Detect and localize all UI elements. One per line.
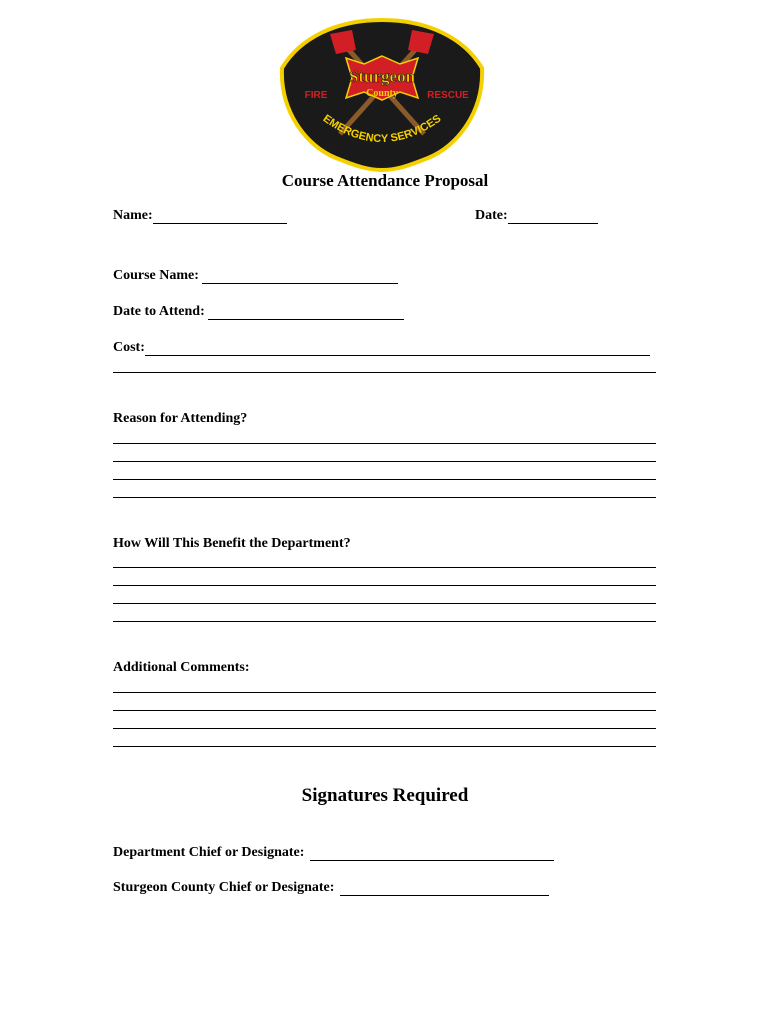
benefit-heading: How Will This Benefit the Department? xyxy=(113,536,351,551)
logo-sub-text: County xyxy=(366,88,398,99)
benefit-line-2[interactable] xyxy=(113,585,656,586)
logo-top-text: Sturgeon xyxy=(348,67,416,86)
reason-line-2[interactable] xyxy=(113,461,656,462)
county-chief-signature-label: Sturgeon County Chief or Designate: xyxy=(113,880,335,895)
name-field-row xyxy=(113,208,287,224)
signatures-heading: Signatures Required xyxy=(301,785,469,806)
date-input-line[interactable] xyxy=(508,210,598,224)
course-name-field-row xyxy=(113,268,398,284)
benefit-line-4[interactable] xyxy=(113,621,656,622)
logo-left-text: FIRE xyxy=(304,90,328,101)
cost-input-line[interactable] xyxy=(145,342,650,356)
name-label: Name: xyxy=(113,208,153,223)
comments-heading: Additional Comments: xyxy=(113,660,250,675)
course-name-input-line[interactable] xyxy=(202,270,398,284)
date-to-attend-label: Date to Attend: xyxy=(113,304,205,319)
comments-line-2[interactable] xyxy=(113,710,656,711)
cost-field-row xyxy=(113,340,650,356)
date-to-attend-field-row xyxy=(113,304,404,320)
chief-signature-line[interactable] xyxy=(310,847,554,861)
date-field-row xyxy=(475,208,598,224)
sturgeon-county-emergency-services-logo xyxy=(278,16,486,172)
cost-extra-line[interactable] xyxy=(113,372,656,373)
county-chief-signature-line[interactable] xyxy=(340,882,549,896)
county-chief-signature-row xyxy=(113,880,549,896)
course-name-label: Course Name: xyxy=(113,268,199,283)
date-to-attend-input-line[interactable] xyxy=(208,306,404,320)
reason-line-3[interactable] xyxy=(113,479,656,480)
logo-right-text: RESCUE xyxy=(427,90,469,101)
date-label: Date: xyxy=(475,208,508,223)
reason-line-4[interactable] xyxy=(113,497,656,498)
reason-line-1[interactable] xyxy=(113,443,656,444)
form-title: Course Attendance Proposal xyxy=(281,171,489,190)
benefit-line-1[interactable] xyxy=(113,567,656,568)
comments-line-1[interactable] xyxy=(113,692,656,693)
name-input-line[interactable] xyxy=(153,210,287,224)
logo-arc-text: EMERGENCY SERVICES xyxy=(320,112,444,146)
chief-signature-row xyxy=(113,845,554,861)
benefit-line-3[interactable] xyxy=(113,603,656,604)
chief-signature-label: Department Chief or Designate: xyxy=(113,845,305,860)
comments-line-3[interactable] xyxy=(113,728,656,729)
comments-line-4[interactable] xyxy=(113,746,656,747)
reason-heading: Reason for Attending? xyxy=(113,411,248,426)
cost-label: Cost: xyxy=(113,340,145,355)
